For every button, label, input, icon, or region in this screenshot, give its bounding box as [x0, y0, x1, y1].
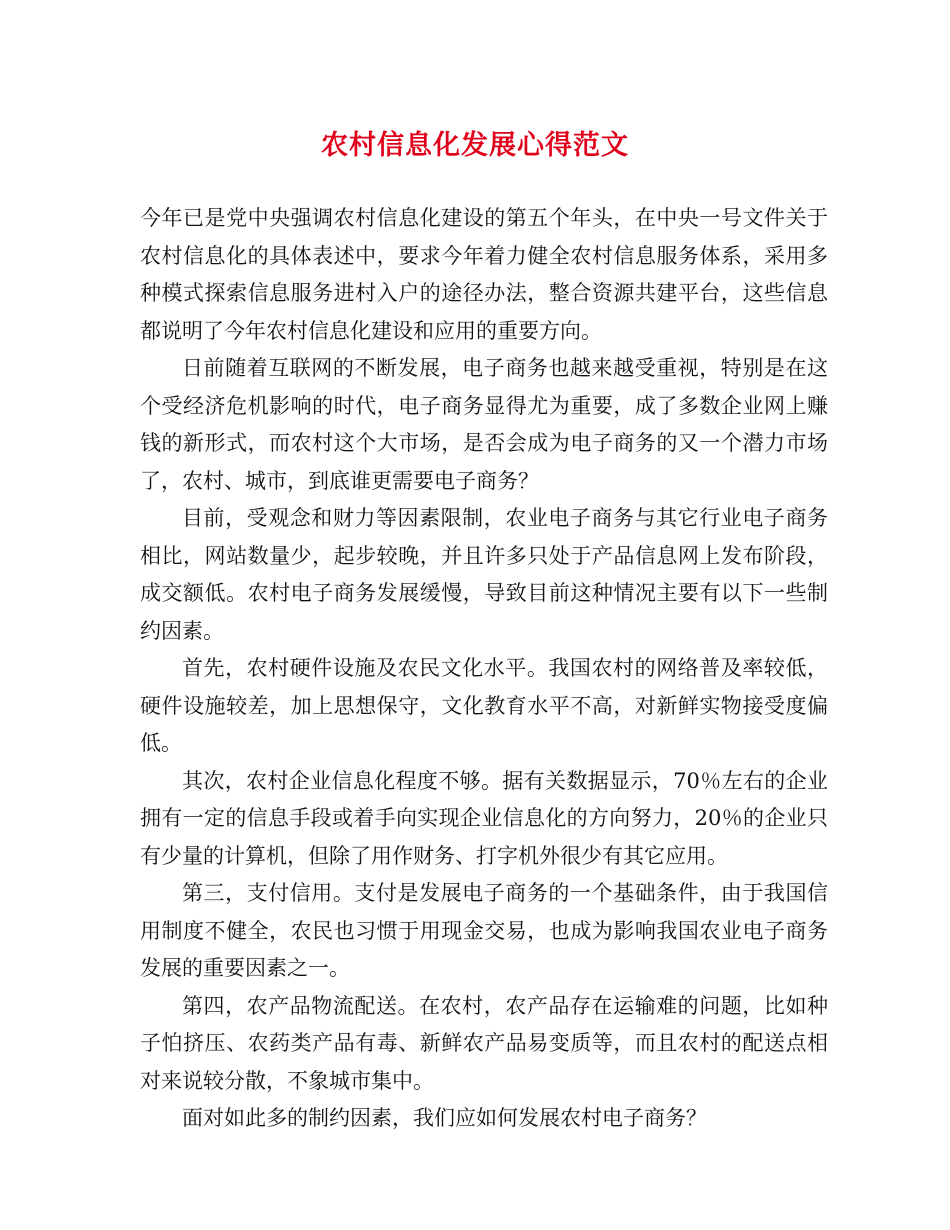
paragraph-third-factor: 第三，支付信用。支付是发展电子商务的一个基础条件，由于我国信用制度不健全，农民也习惯于用现金交易，也成为影响我国农业电子商务发展的重要因素之一。 — [140, 881, 828, 980]
paragraph-closing-question: 面对如此多的制约因素，我们应如何发展农村电子商务？ — [182, 1106, 707, 1130]
paragraph-fourth-factor: 第四，农产品物流配送。在农村，农产品存在运输难的问题，比如种子怕挤压、农药类产品有毒、新鲜农产品易变质等，而且农村的配送点相对来说较分散，不象城市集中。 — [140, 993, 828, 1093]
paragraph-ecommerce-development: 日前随着互联网的不断发展，电子商务也越来越受重视，特别是在这个受经济危机影响的时代，电子商务显得尤为重要，成了多数企业网上赚钱的新形式，而农村这个大市场，是否会成为电子商务的又一个潜力市场了，农村、城市，到底谁更需要电子商务？ — [140, 356, 828, 493]
document-title: 农村信息化发展心得范文 — [321, 130, 629, 161]
document-body — [140, 200, 828, 1138]
paragraph-intro: 今年已是党中央强调农村信息化建设的第五个年头，在中央一号文件关于农村信息化的具体表述中，要求今年着力健全农村信息服务体系，采用多种模式探索信息服务进村入户的途径办法，整合资源共建平台，这些信息都说明了今年农村信息化建设和应用的重要方向。 — [140, 206, 828, 343]
paragraph-current-constraints: 目前，受观念和财力等因素限制，农业电子商务与其它行业电子商务相比，网站数量少，起步较晚，并且许多只处于产品信息网上发布阶段，成交额低。农村电子商务发展缓慢，导致目前这种情况主要有以下一些制约因素。 — [140, 506, 828, 643]
paragraph-first-factor: 首先，农村硬件设施及农民文化水平。我国农村的网络普及率较低，硬件设施较差，加上思想保守，文化教育水平不高，对新鲜实物接受度偏低。 — [140, 656, 828, 755]
paragraph-second-factor: 其次，农村企业信息化程度不够。据有关数据显示，70％左右的企业拥有一定的信息手段或着手向实现企业信息化的方向努力，20％的企业只有少量的计算机，但除了用作财务、打字机外很少有其它应用。 — [140, 768, 828, 868]
